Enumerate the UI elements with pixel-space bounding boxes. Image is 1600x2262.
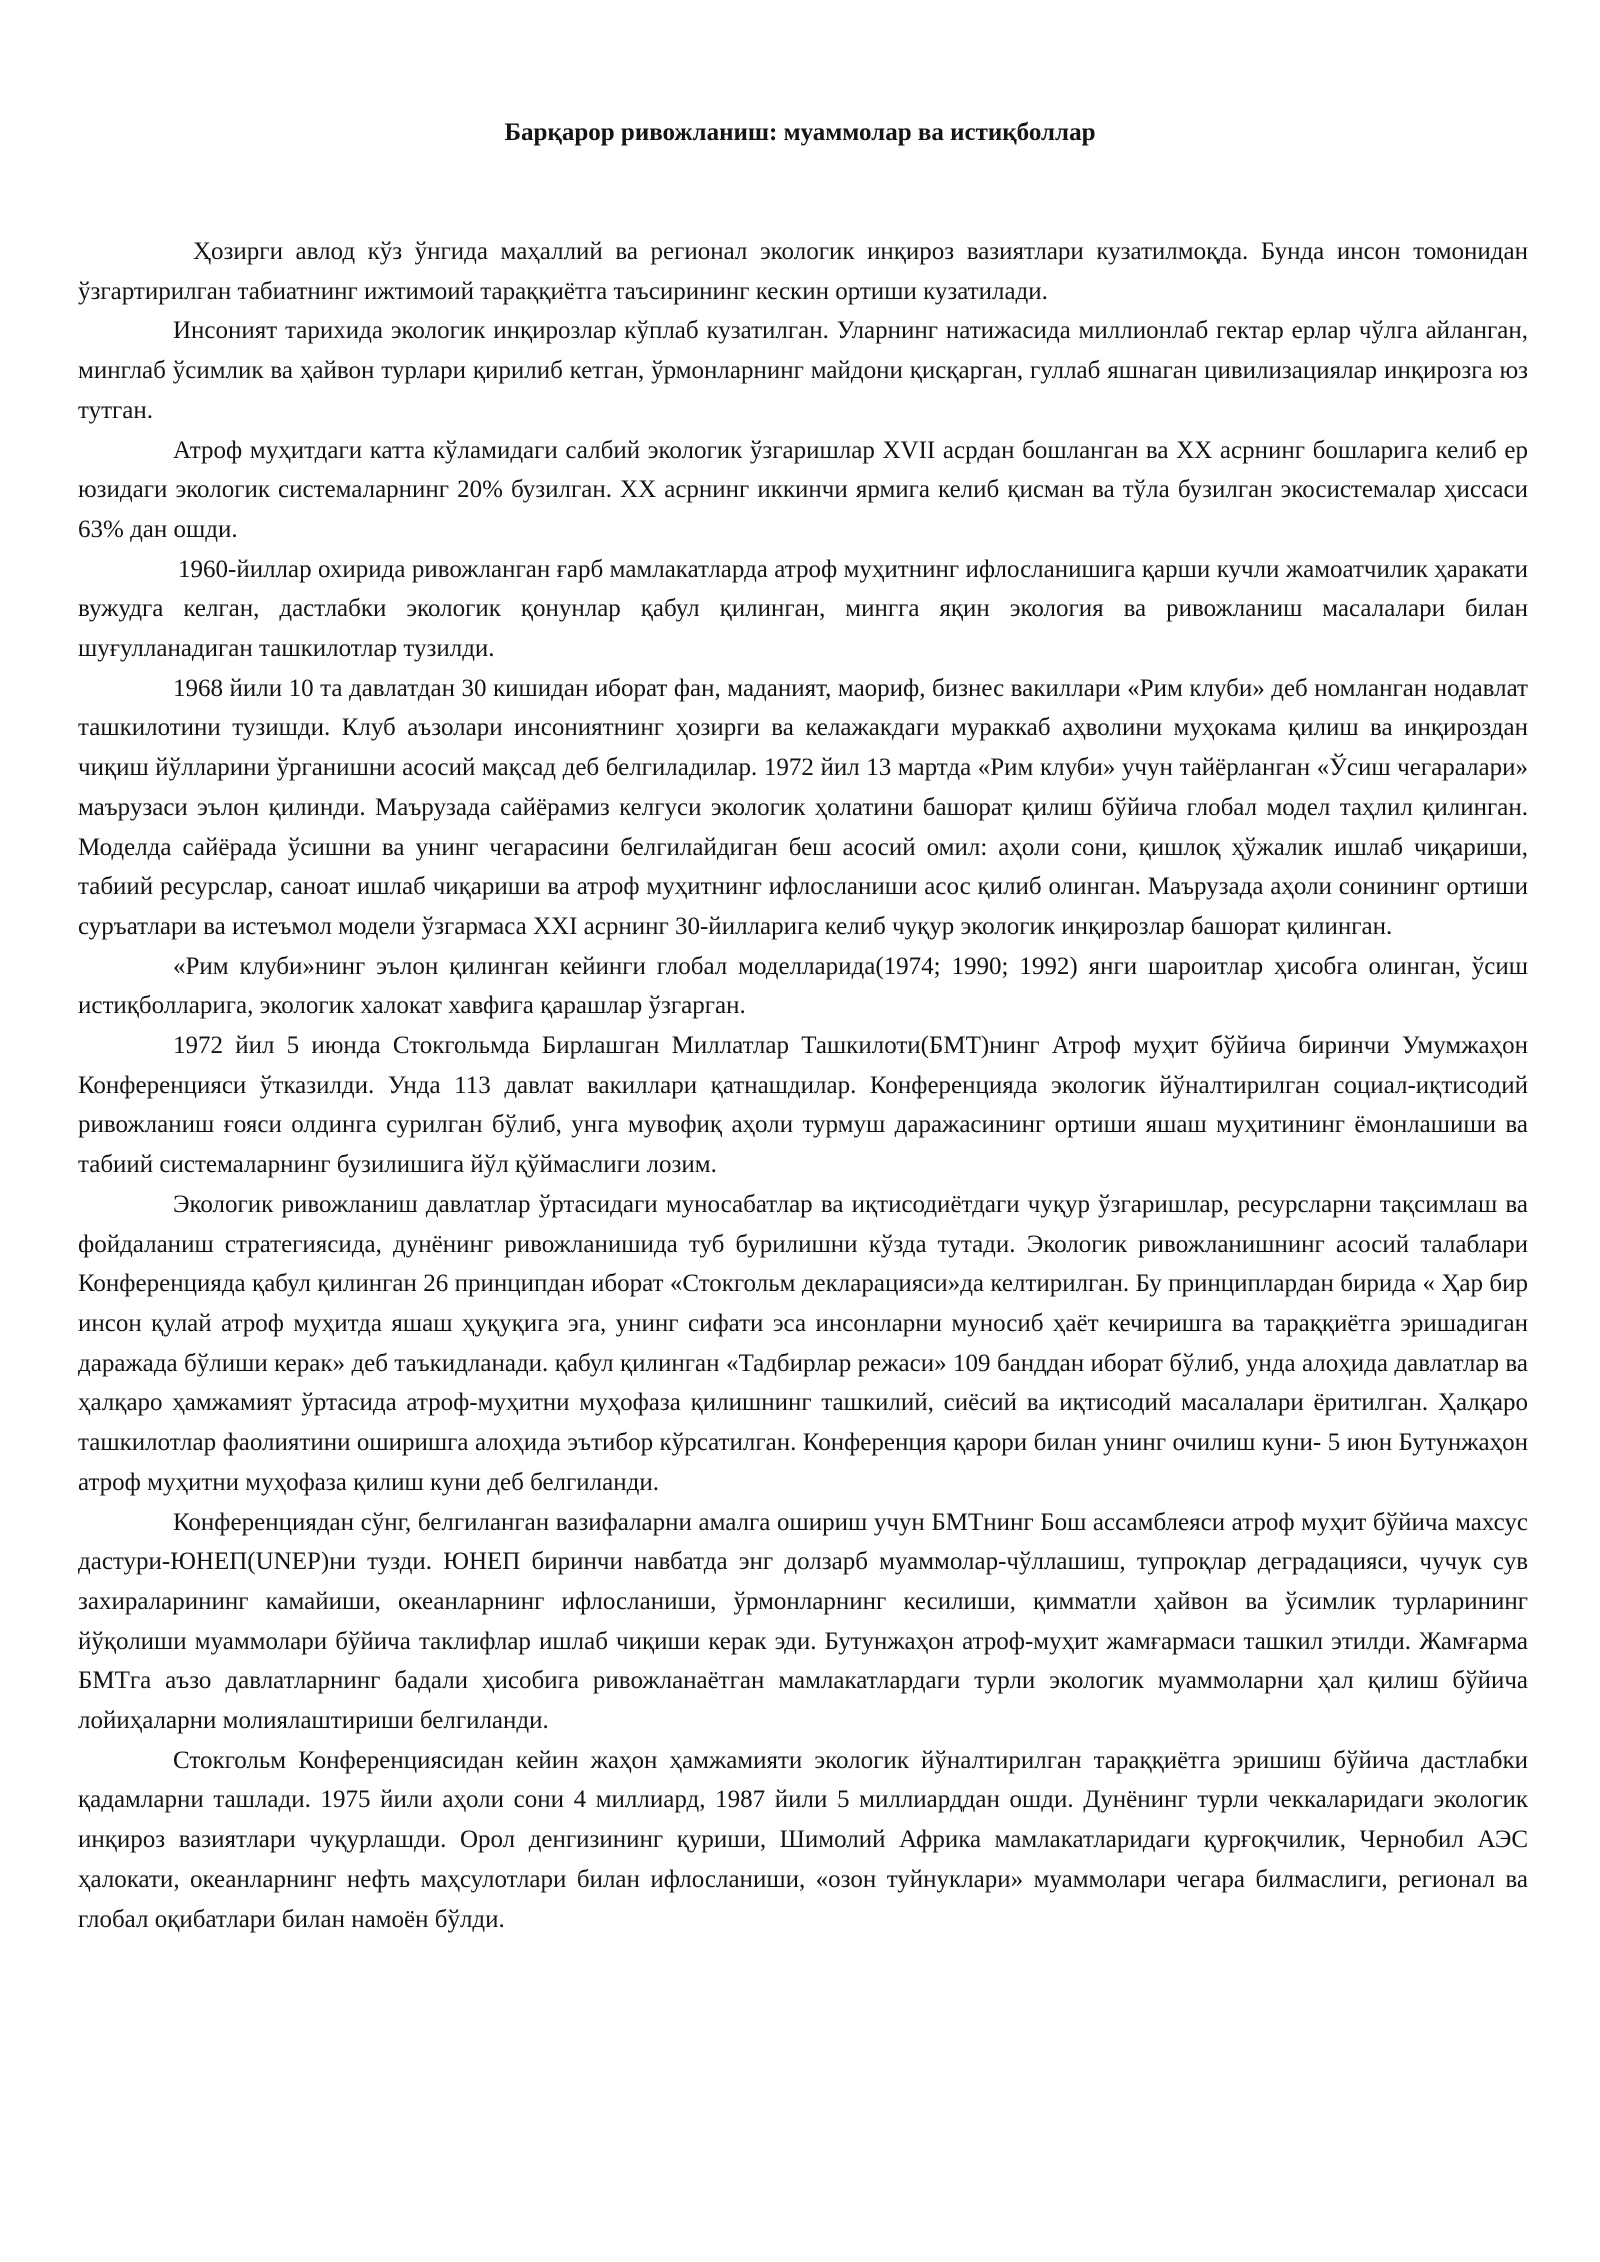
paragraph-2: Инсоният тарихида экологик инқирозлар кўплаб кузатилган. Уларнинг натижасида миллионлаб гектар ерлар чўлга айланган, минглаб ўсимлик ва ҳайвон турлари қирилиб кетган, ўрмонларнинг майдони қисқарган, гуллаб яшнаган цивилизациялар инқирозга юз тутган. <box>78 317 1528 424</box>
paragraph-5: 1968 йили 10 та давлатдан 30 кишидан иборат фан, маданият, маориф, бизнес вакиллари «Рим клуби» деб номланган нодавлат ташкилотини тузишди. Клуб аъзолари инсониятнинг ҳозирги ва келажакдаги мураккаб аҳволини муҳокама қилиш ва инқироздан чиқиш йўлларини ўрганишни асосий мақсад деб белгиладилар. 1972 йил 13 мартда «Рим клуби» учун тайёрланган «Ўсиш чегаралари» маърузаси эълон қилинди. Маърузада сайёрамиз келгуси экологик ҳолатини башорат қилиш бўйича глобал модел таҳлил қилинган. Моделда сайёрада ўсишни ва унинг чегарасини белгилайдиган беш асосий омил: аҳоли сони, қишлоқ ҳўжалик ишлаб чиқариши, табиий ресурслар, саноат ишлаб чиқариши ва атроф муҳитнинг ифлосланиши асос қилиб олинган. Маърузада аҳоли сонининг ортиши суръатлари ва истеъмол модели ўзгармаса XXI асрнинг 30-йилларига келиб чуқур экологик инқирозлар башорат қилинган. <box>78 674 1528 940</box>
paragraph-10: Стокгольм Конференциясидан кейин жаҳон ҳамжамияти экологик йўналтирилган тараққиётга эришиш бўйича дастлабки қадамларни ташлади. 1975 йили аҳоли сони 4 миллиард, 1987 йили 5 миллиарддан ошди. Дунёнинг турли чеккаларидаги экологик инқироз вазиятлари чуқурлашди. Орол денгизининг қуриши, Шимолий Африка мамлакатларидаги қурғоқчилик, Чернобил АЭС ҳалокати, океанларнинг нефть маҳсулотлари билан ифлосланиши, «озон туйнуклари» муаммолари чегара билмаслиги, регионал ва глобал оқибатлари билан намоён бўлди. <box>78 1746 1528 1933</box>
paragraph-8: Экологик ривожланиш давлатлар ўртасидаги муносабатлар ва иқтисодиётдаги чуқур ўзгаришлар, ресурсларни тақсимлаш ва фойдаланиш стратегиясида, дунёнинг ривожланишида туб бурилишни кўзда тутади. Экологик ривожланишнинг асосий талаблари Конференцияда қабул қилинган 26 принципдан иборат «Стокгольм декларацияси»да келтирилган. Бу принциплардан бирида « Ҳар бир инсон қулай атроф муҳитда яшаш ҳуқуқига эга, унинг сифати эса инсонларни муносиб ҳаёт кечиришга ва тараққиётга эришадиган даражада бўлиши керак» деб таъкидланади. қабул қилинган «Тадбирлар режаси» 109 банддан иборат бўлиб, унда алоҳида давлатлар ва ҳалқаро ҳамжамият ўртасида атроф-муҳитни муҳофаза қилишнинг ташкилий, сиёсий ва иқтисодий масалалари ёритилган. Ҳалқаро ташкилотлар фаолиятини оширишга алоҳида эътибор кўрсатилган. Конференция қарори билан унинг очилиш куни- 5 июн Бутунжаҳон атроф муҳитни муҳофаза қилиш куни деб белгиланди. <box>78 1190 1528 1496</box>
paragraph-7: 1972 йил 5 июнда Стокгольмда Бирлашган Миллатлар Ташкилоти(БМТ)нинг Атроф муҳит бўйича биринчи Умумжаҳон Конференцияси ўтказилди. Унда 113 давлат вакиллари қатнашдилар. Конференцияда экологик йўналтирилган социал-иқтисодий ривожланиш ғояси олдинга сурилган бўлиб, унга мувофиқ аҳоли турмуш даражасининг ортиши яшаш муҳитининг ёмонлашиши ва табиий системаларнинг бузилишига йўл қўймаслиги лозим. <box>78 1032 1528 1179</box>
paragraph-1: Ҳозирги авлод кўз ўнгида маҳаллий ва регионал экологик инқироз вазиятлари кузатилмоқда. Бунда инсон томонидан ўзгартирилган табиатнинг ижтимоий тараққиётга таъсирининг кескин ортиши кузатилади. <box>78 238 1528 305</box>
paragraph-3: Атроф муҳитдаги катта кўламидаги салбий экологик ўзгаришлар XVII асрдан бошланган ва XX асрнинг бошларига келиб ер юзидаги экологик системаларнинг 20% бузилган. XX асрнинг иккинчи ярмига келиб қисман ва тўла бузилган экосистемалар ҳиссаси 63% дан ошди. <box>78 436 1528 543</box>
document-body <box>78 232 1528 1939</box>
paragraph-6: «Рим клуби»нинг эълон қилинган кейинги глобал моделларида(1974; 1990; 1992) янги шароитлар ҳисобга олинган, ўсиш истиқболларига, экологик халокат хавфига қарашлар ўзгарган. <box>78 952 1528 1020</box>
paragraph-4: 1960-йиллар охирида ривожланган ғарб мамлакатларда атроф муҳитнинг ифлосланишига қарши кучли жамоатчилик ҳаракати вужудга келган, дастлабки экологик қонунлар қабул қилинган, мингга яқин экология ва ривожланиш масалалари билан шуғулланадиган ташкилотлар тузилди. <box>78 555 1528 663</box>
document-title: Барқарор ривожланиш: муаммолар ва истиқболлар <box>504 119 1096 146</box>
paragraph-9: Конференциядан сўнг, белгиланган вазифаларни амалга ошириш учун БМТнинг Бош ассамблеяси атроф муҳит бўйича махсус дастури-ЮНЕП(UNEP)ни тузди. ЮНЕП биринчи навбатда энг долзарб муаммолар-чўллашиш, тупроқлар деградацияси, чучук сув захираларининг камайиши, океанларнинг ифлосланиши, ўрмонларнинг кесилиши, қимматли ҳайвон ва ўсимлик турларининг йўқолиши муаммолари бўйича таклифлар ишлаб чиқиши керак эди. Бутунжаҳон атроф-муҳит жамғармаси ташкил этилди. Жамғарма БМТга аъзо давлатларнинг бадали ҳисобига ривожланаётган мамлакатлардаги турли экологик муаммоларни ҳал қилиш бўйича лойиҳаларни молиялаштириши белгиланди. <box>78 1508 1528 1735</box>
